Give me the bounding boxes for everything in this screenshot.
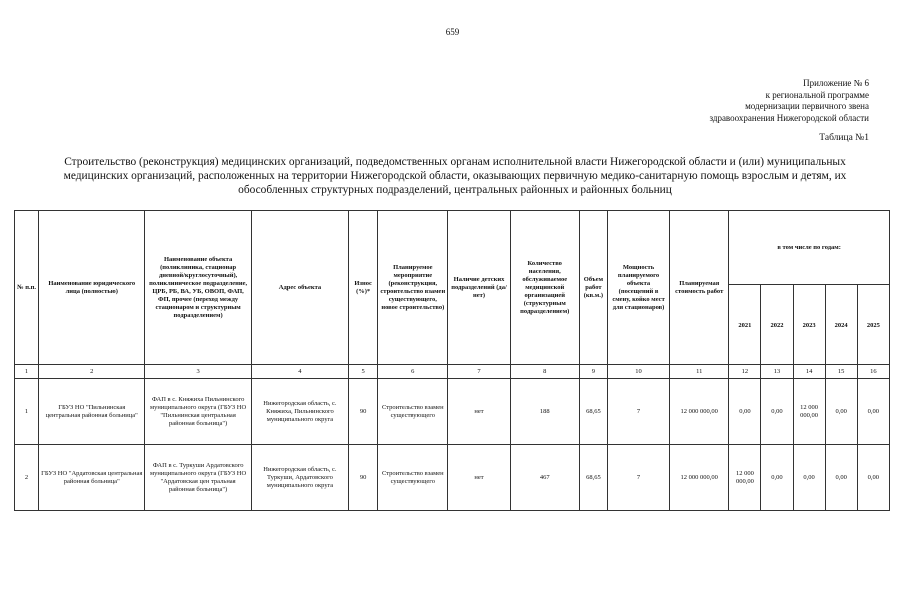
- cell-capacity: 7: [607, 379, 669, 445]
- column-number: 8: [510, 365, 579, 379]
- cell-planned-cost: 12 000 000,00: [670, 445, 729, 511]
- cell-wear: 90: [349, 379, 378, 445]
- column-number: 14: [793, 365, 825, 379]
- cell-year-2021: 12 000 000,00: [729, 445, 761, 511]
- column-number: 12: [729, 365, 761, 379]
- column-number: 6: [378, 365, 448, 379]
- header-address: Адрес объекта: [251, 211, 348, 365]
- appendix-line: здравоохранения Нижегородской области: [709, 112, 869, 123]
- cell-year-2024: 0,00: [825, 379, 857, 445]
- cell-address: Нижегородская область, с. Туркуши, Ардатовского муниципального округа: [251, 445, 348, 511]
- header-year: 2025: [857, 285, 889, 365]
- column-number: 11: [670, 365, 729, 379]
- document-title: Строительство (реконструкция) медицинских организаций, подведомственных органам исполнительной власти Нижегородской области и (или) муниципальных медицинских организаций, расположенных на территории Нижегородской области, оказывающих первичную медико-санитарную помощь взрослым и детям, их обособленных структурных подразделений, центральных районных и районных больниц: [63, 156, 847, 196]
- header-volume: Объем работ (кв.м.): [579, 211, 607, 365]
- appendix-line: к региональной программе: [765, 89, 869, 100]
- column-number: 5: [349, 365, 378, 379]
- cell-legal-entity: ГБУЗ НО "Ардатовская центральная районная больница": [39, 445, 145, 511]
- appendix-block: [709, 78, 869, 124]
- header-wear: Износ (%)*: [349, 211, 378, 365]
- header-population: Количество населения, обслуживаемое медицинской организацией (структурным подразделением): [510, 211, 579, 365]
- cell-event: Строительство взамен существующего: [378, 379, 448, 445]
- construction-table: [14, 210, 890, 511]
- cell-capacity: 7: [607, 445, 669, 511]
- cell-population: 188: [510, 379, 579, 445]
- cell-children-units: нет: [448, 445, 510, 511]
- cell-volume: 68,65: [579, 445, 607, 511]
- cell-object-name: ФАП в с. Княжиха Пильнинского муниципального округа (ГБУЗ НО "Пильнинская центральная районная больница"): [145, 379, 251, 445]
- column-number: 4: [251, 365, 348, 379]
- cell-legal-entity: ГБУЗ НО "Пильнинская центральная районная больница": [39, 379, 145, 445]
- column-number: 7: [448, 365, 510, 379]
- header-year: 2024: [825, 285, 857, 365]
- column-number: 13: [761, 365, 793, 379]
- column-number: 16: [857, 365, 889, 379]
- cell-object-name: ФАП в с. Туркуши Ардатовского муниципального округа (ГБУЗ НО "Ардатовская цен тральная районная больница"): [145, 445, 251, 511]
- column-number: 10: [607, 365, 669, 379]
- cell-planned-cost: 12 000 000,00: [670, 379, 729, 445]
- header-year: 2022: [761, 285, 793, 365]
- cell-population: 467: [510, 445, 579, 511]
- row-number: 1: [15, 379, 39, 445]
- header-event: Планируемое мероприятие (реконструкция, строительство взамен существующего, новое строительство): [378, 211, 448, 365]
- header-year: 2021: [729, 285, 761, 365]
- appendix-line: модернизации первичного звена: [745, 101, 869, 111]
- header-year: 2023: [793, 285, 825, 365]
- cell-year-2022: 0,00: [761, 379, 793, 445]
- column-number: 1: [15, 365, 39, 379]
- cell-year-2022: 0,00: [761, 445, 793, 511]
- cell-event: Строительство взамен существующего: [378, 445, 448, 511]
- table-row: [15, 379, 890, 445]
- cell-year-2025: 0,00: [857, 445, 889, 511]
- cell-year-2021: 0,00: [729, 379, 761, 445]
- cell-year-2023: 0,00: [793, 445, 825, 511]
- column-number: 3: [145, 365, 251, 379]
- header-planned-cost: Планируемая стоимость работ: [670, 211, 729, 365]
- cell-year-2023: 12 000 000,00: [793, 379, 825, 445]
- cell-year-2025: 0,00: [857, 379, 889, 445]
- table-row: [15, 445, 890, 511]
- column-number: 2: [39, 365, 145, 379]
- header-capacity: Мощность планируемого объекта (посещений в смену, койко мест для стационаров): [607, 211, 669, 365]
- cell-wear: 90: [349, 445, 378, 511]
- cell-address: Нижегородская область, с. Княжиха, Пильнинского муниципального округа: [251, 379, 348, 445]
- header-legal-entity: Наименование юридического лица (полностью): [39, 211, 145, 365]
- table-number: Таблица №1: [819, 133, 869, 143]
- column-number: 9: [579, 365, 607, 379]
- header-years-group: в том числе по годам:: [729, 211, 890, 285]
- header-object-name: Наименование объекта (поликлиника, стационар дневной/круглосуточный), поликлиническое подразделение, ЦРБ, РБ, ВА, УБ, ОВОП, ФАП, ФП, прочее (переход между стационаром и структурным подразделением): [145, 211, 251, 365]
- cell-year-2024: 0,00: [825, 445, 857, 511]
- page-number: 659: [445, 27, 460, 37]
- header-num: № п.п.: [15, 211, 39, 365]
- row-number: 2: [15, 445, 39, 511]
- column-number: 15: [825, 365, 857, 379]
- header-children-units: Наличие детских подразделений (да/нет): [448, 211, 510, 365]
- column-numbers-row: [15, 365, 890, 379]
- cell-volume: 68,65: [579, 379, 607, 445]
- cell-children-units: нет: [448, 379, 510, 445]
- appendix-line: Приложение № 6: [803, 78, 869, 88]
